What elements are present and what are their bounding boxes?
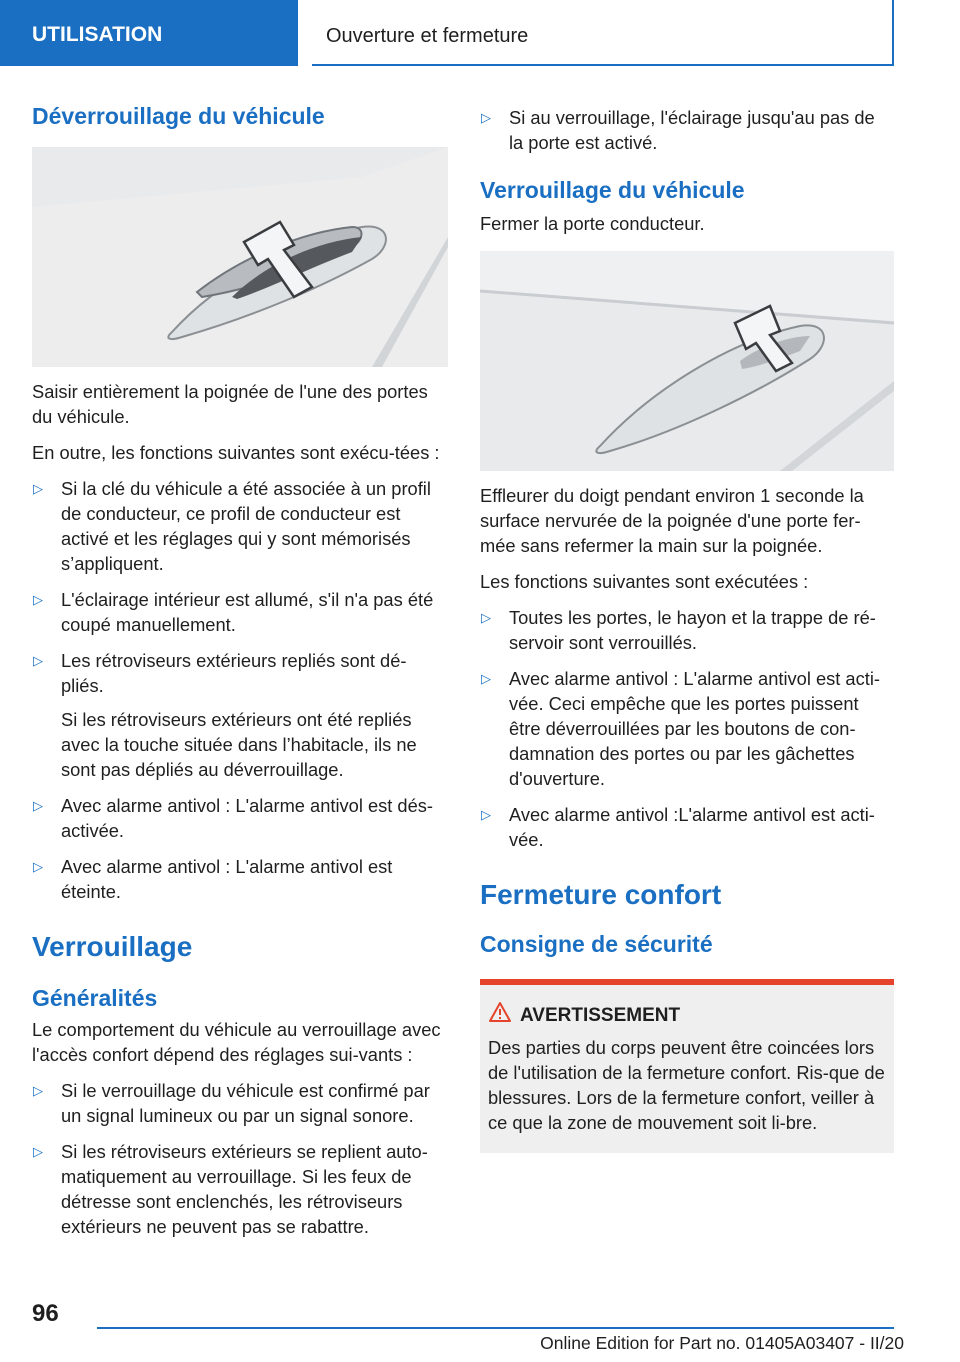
triangle-bullet-icon: ▷: [33, 652, 43, 668]
edition-note: Online Edition for Part no. 01405A03407 - II/20: [540, 1333, 904, 1353]
functions-intro-right: Les fonctions suivantes sont exécutées :: [480, 570, 809, 592]
unlock-heading: Déverrouillage du véhicule: [32, 103, 325, 129]
page-number: 96: [32, 1300, 59, 1327]
triangle-bullet-icon: ▷: [33, 797, 43, 813]
general-heading: Généralités: [32, 985, 158, 1012]
general-text: Le comportement du véhicule au verrouillage avec l'accès confort dépend des réglages sui-vants :: [32, 1018, 441, 1065]
triangle-bullet-icon: ▷: [481, 806, 491, 822]
settings-list: [32, 1078, 448, 1239]
list-item: ▷ Avec alarme antivol : L'alarme antivol est acti-vée. Ceci empêche que les portes puissent être déverrouillées par les boutons de con-damnation des portes ou par les gâchettes d'ouverture.: [481, 667, 880, 789]
warning-triangle-icon: [488, 1001, 512, 1023]
triangle-bullet-icon: ▷: [33, 858, 43, 874]
footer-divider: [97, 1327, 894, 1329]
right-column: [480, 95, 894, 1153]
list-item: ▷ Si le verrouillage du véhicule est confirmé par un signal lumineux ou par un signal sonore.: [33, 1079, 430, 1126]
safety-heading: Consigne de sécurité: [480, 931, 713, 958]
list-item: ▷ Toutes les portes, le hayon et la trappe de ré-servoir sont verrouillés.: [481, 606, 876, 653]
chapter-title: Ouverture et fermeture: [312, 0, 894, 66]
touch-instruction: Effleurer du doigt pendant environ 1 seconde la surface nervurée de la poignée d'une porte fer-mée sans refermer la main sur la poignée.: [480, 484, 864, 556]
warning-box: [480, 979, 894, 1153]
triangle-bullet-icon: ▷: [33, 1143, 43, 1159]
door-handle-touch-image: [480, 251, 894, 471]
lock-functions-list: [480, 605, 894, 852]
list-item: ▷ Si la clé du véhicule a été associée à un profil de conducteur, ce profil de conducteur est activé et les réglages qui y sont mémorisés s’appliquent.: [33, 477, 431, 574]
list-item: ▷ Avec alarme antivol : L'alarme antivol est dés-activée.: [33, 794, 433, 841]
illumination-list: [480, 105, 894, 155]
list-item: ▷ L'éclairage intérieur est allumé, s'il n'a pas été coupé manuellement.: [33, 588, 434, 635]
triangle-bullet-icon: ▷: [481, 670, 491, 686]
unlock-functions-list: [32, 476, 448, 904]
triangle-bullet-icon: ▷: [481, 609, 491, 625]
list-item: ▷ Avec alarme antivol : L'alarme antivol est éteinte.: [33, 855, 393, 902]
list-item: ▷ Les rétroviseurs extérieurs repliés sont dé-pliés. Si les rétroviseurs extérieurs ont été repliés avec la touche située dans l’habitacle, ils ne sont pas dépliés au déverrouillage.: [32, 648, 448, 782]
triangle-bullet-icon: ▷: [33, 480, 43, 496]
lock-vehicle-heading: Verrouillage du véhicule: [480, 177, 745, 203]
comfort-closing-heading: Fermeture confort: [480, 878, 722, 910]
warning-text: Des parties du corps peuvent être coincées lors de l'utilisation de la fermeture confort. Ris-que de blessures. Lors de la fermeture confort, veiller à ce que la zone de mouvement soit li-bre.: [488, 1036, 885, 1133]
triangle-bullet-icon: ▷: [481, 110, 491, 125]
list-item-continuation: Si les rétroviseurs extérieurs ont été repliés avec la touche située dans l’habitacle, ils ne sont pas dépliés au déverrouillage.: [61, 708, 417, 780]
list-item: ▷ Si les rétroviseurs extérieurs se replient auto-matiquement au verrouillage. Si les feux de détresse sont enclenchés, les rétroviseurs extérieurs ne peuvent pas se rabattre.: [33, 1140, 428, 1237]
list-item: ▷ Si au verrouillage, l'éclairage jusqu'au pas de la porte est activé.: [481, 107, 875, 153]
list-item: ▷ Avec alarme antivol :L'alarme antivol est acti-vée.: [481, 803, 875, 850]
section-tab: UTILISATION: [0, 0, 298, 66]
close-door-text: Fermer la porte conducteur.: [480, 212, 705, 234]
functions-intro: En outre, les fonctions suivantes sont exécu-tées :: [32, 441, 440, 463]
triangle-bullet-icon: ▷: [33, 1082, 43, 1098]
triangle-bullet-icon: ▷: [33, 591, 43, 607]
warning-title: AVERTISSEMENT: [520, 1005, 886, 1027]
locking-heading: Verrouillage: [32, 930, 193, 962]
door-handle-grip-image: [32, 147, 448, 367]
left-column: [32, 95, 448, 1250]
grip-text: Saisir entièrement la poignée de l'une des portes du véhicule.: [32, 380, 428, 427]
